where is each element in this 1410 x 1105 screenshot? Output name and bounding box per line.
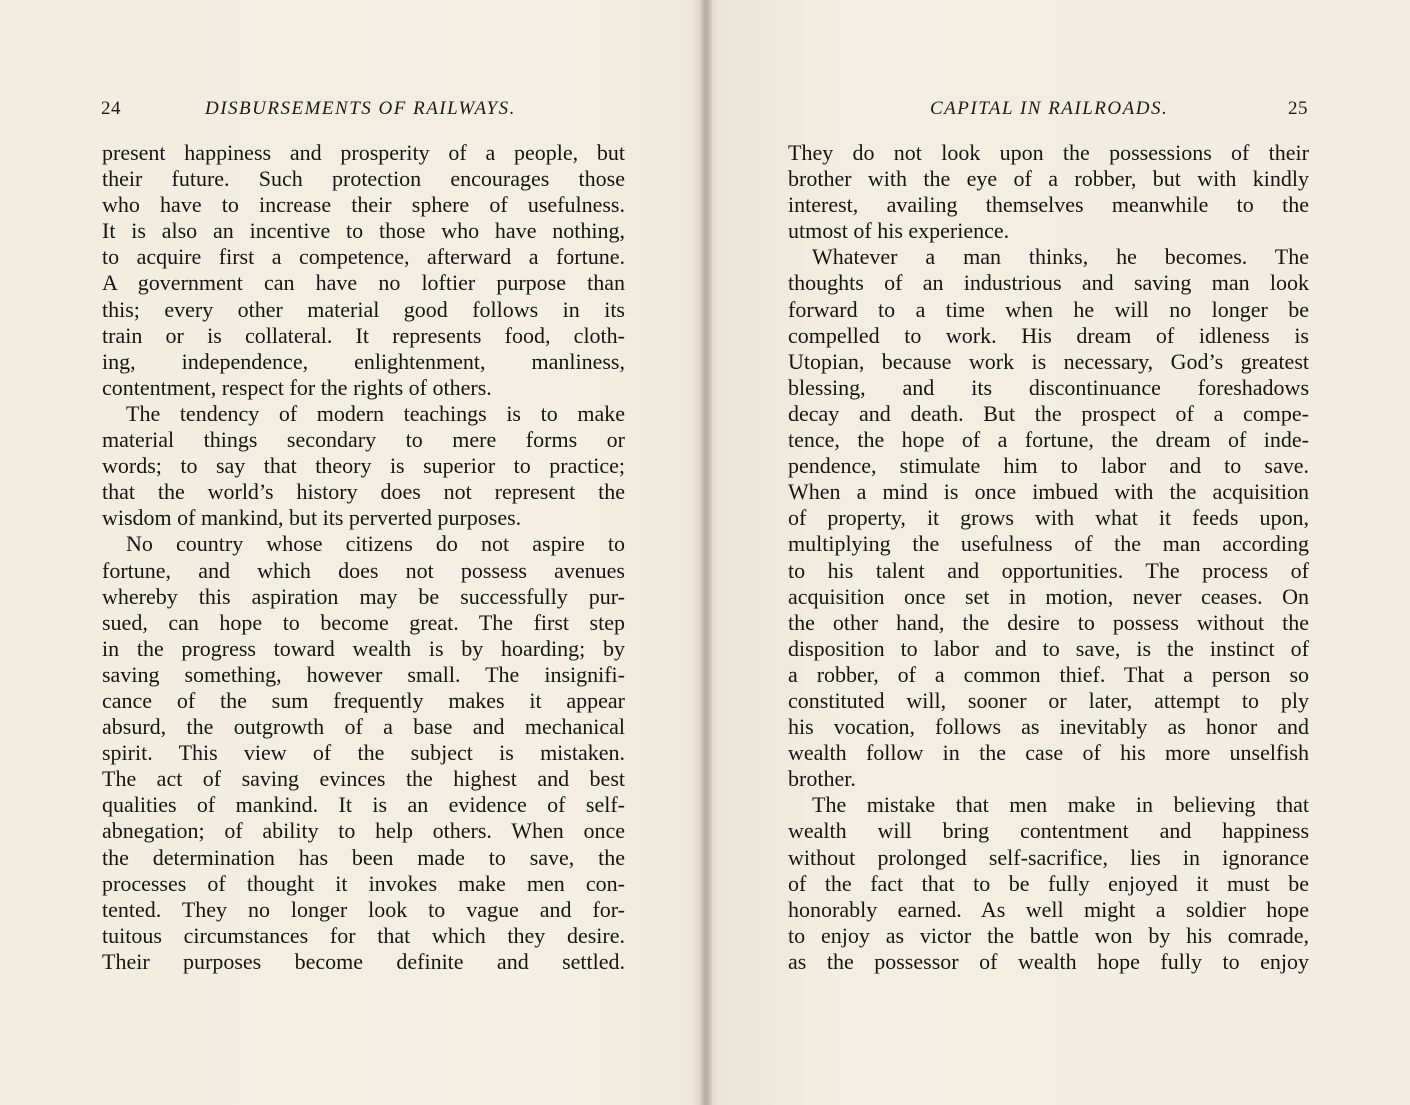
text-line: acquisition once set in motion, never ceases. On (788, 583, 1309, 609)
text-line: this; every other material good follows in its (102, 296, 625, 322)
text-line: Utopian, because work is necessary, God’s greatest (788, 348, 1309, 374)
text-line: multiplying the usefulness of the man according (788, 531, 1309, 557)
text-line: brother. (788, 766, 856, 792)
text-line: When a mind is once imbued with the acquisition (788, 479, 1309, 505)
text-line: decay and death. But the prospect of a compe- (788, 400, 1309, 426)
text-line: that the world’s history does not represent the (102, 479, 625, 505)
text-line: It is also an incentive to those who have nothing, (102, 218, 625, 244)
text-line: blessing, and its discontinuance foreshadows (788, 374, 1309, 400)
text-line: train or is collateral. It represents food, cloth- (102, 322, 625, 348)
text-line: forward to a time when he will no longer be (788, 296, 1309, 322)
text-line: qualities of mankind. It is an evidence of self- (102, 792, 625, 818)
text-line: processes of thought it invokes make men con- (102, 870, 625, 896)
right-body-text (788, 140, 1309, 975)
text-line: the determination has been made to save, the (102, 844, 625, 870)
text-line: The tendency of modern teachings is to make (126, 400, 625, 426)
text-line: of the fact that to be fully enjoyed it must be (788, 870, 1309, 896)
text-line: present happiness and prosperity of a people, but (102, 140, 625, 165)
text-line: disposition to labor and to save, is the instinct of (788, 635, 1309, 661)
text-line: The act of saving evinces the highest and best (102, 766, 625, 792)
text-line: wealth will bring contentment and happiness (788, 818, 1309, 844)
left-body-text (102, 140, 625, 975)
text-line: The mistake that men make in believing that (812, 792, 1309, 818)
text-line: to acquire first a competence, afterward a fortune. (102, 244, 625, 270)
text-line: interest, availing themselves meanwhile to the (788, 192, 1309, 218)
text-line: No country whose citizens do not aspire to (126, 531, 625, 557)
text-line: to his talent and opportunities. The process of (788, 557, 1309, 583)
text-line: words; to say that theory is superior to practice; (102, 453, 625, 479)
text-line: spirit. This view of the subject is mistaken. (102, 740, 625, 766)
text-line: thoughts of an industrious and saving man look (788, 270, 1309, 296)
text-line: compelled to work. His dream of idleness is (788, 322, 1309, 348)
text-line: A government can have no loftier purpose than (102, 270, 625, 296)
text-line: his vocation, follows as inevitably as honor and (788, 714, 1309, 740)
text-line: tented. They no longer look to vague and for- (102, 896, 625, 922)
text-line: wisdom of mankind, but its perverted purposes. (102, 505, 522, 531)
text-line: in the progress toward wealth is by hoarding; by (102, 635, 625, 661)
text-line: as the possessor of wealth hope fully to enjoy (788, 948, 1309, 974)
text-line: of property, it grows with what it feeds upon, (788, 505, 1309, 531)
right-running-title: CAPITAL IN RAILROADS. (930, 98, 1169, 119)
text-line: They do not look upon the possessions of their (788, 140, 1309, 165)
right-page (708, 0, 1410, 1105)
text-line: fortune, and which does not possess avenues (102, 557, 625, 583)
left-running-title: DISBURSEMENTS OF RAILWAYS. (205, 98, 516, 119)
text-line: honorably earned. As well might a soldier hope (788, 896, 1309, 922)
text-line: a robber, of a common thief. That a person so (788, 661, 1309, 687)
text-line: ing, independence, enlightenment, manliness, (102, 348, 625, 374)
text-line: without prolonged self-sacrifice, lies in ignorance (788, 844, 1309, 870)
left-page-number: 24 (101, 98, 121, 119)
text-line: constituted will, sooner or later, attempt to ply (788, 687, 1309, 713)
text-line: contentment, respect for the rights of others. (102, 374, 492, 400)
text-line: material things secondary to mere forms or (102, 427, 625, 453)
text-line: absurd, the outgrowth of a base and mechanical (102, 714, 625, 740)
text-line: saving something, however small. The insignifi- (102, 661, 625, 687)
text-line: sued, can hope to become great. The first step (102, 609, 625, 635)
right-page-number: 25 (1288, 98, 1308, 119)
text-line: the other hand, the desire to possess without the (788, 609, 1309, 635)
text-line: tence, the hope of a fortune, the dream of inde- (788, 427, 1309, 453)
text-line: wealth follow in the case of his more unselfish (788, 740, 1309, 766)
text-line: cance of the sum frequently makes it appear (102, 687, 625, 713)
text-line: to enjoy as victor the battle won by his comrade, (788, 922, 1309, 948)
text-line: utmost of his experience. (788, 218, 1010, 244)
text-line: tuitous circumstances for that which they desire. (102, 922, 625, 948)
text-line: pendence, stimulate him to labor and to save. (788, 453, 1309, 479)
text-line: their future. Such protection encourages those (102, 166, 625, 192)
text-line: who have to increase their sphere of usefulness. (102, 192, 625, 218)
text-line: Whatever a man thinks, he becomes. The (812, 244, 1309, 270)
text-line: abnegation; of ability to help others. When once (102, 818, 625, 844)
text-line: brother with the eye of a robber, but with kindly (788, 166, 1309, 192)
text-line: Their purposes become definite and settled. (102, 948, 625, 974)
text-line: whereby this aspiration may be successfully pur- (102, 583, 625, 609)
